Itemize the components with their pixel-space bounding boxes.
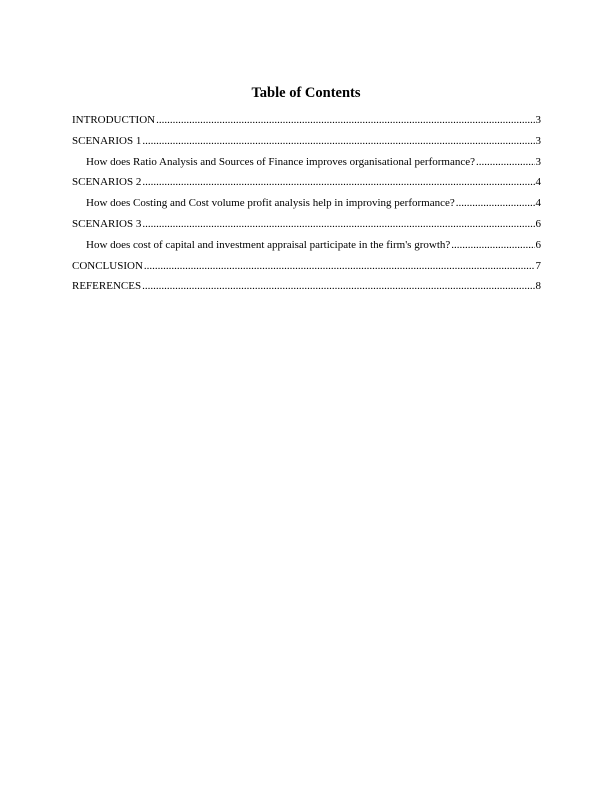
toc-dot-leader <box>156 113 534 127</box>
toc-page-number: 4 <box>535 176 541 189</box>
toc-title: Table of Contents <box>251 85 361 101</box>
toc-entry-text: CONCLUSION <box>72 259 143 272</box>
toc-page-number: 6 <box>535 217 541 230</box>
toc-entry-text: SCENARIOS 3 <box>72 217 142 230</box>
toc-entry-introduction[interactable] <box>72 113 541 134</box>
toc-entry-scenarios-1[interactable] <box>72 134 541 155</box>
toc-dot-leader <box>476 155 535 169</box>
toc-entry-text: How does cost of capital and investment appraisal participate in the firm's growth? <box>86 238 451 251</box>
toc-dot-leader <box>142 175 534 189</box>
toc-page-number: 6 <box>535 238 541 251</box>
toc-page-number: 3 <box>535 114 541 126</box>
toc-entry-cost-of-capital[interactable] <box>72 238 541 259</box>
toc-dot-leader <box>142 134 534 148</box>
toc-entry-text: INTRODUCTION <box>72 114 156 126</box>
toc-entry-costing[interactable] <box>72 196 541 217</box>
toc-list <box>72 113 541 300</box>
toc-entry-text: How does Ratio Analysis and Sources of Finance improves organisational performance? <box>86 155 475 168</box>
toc-entry-ratio-analysis[interactable] <box>72 155 541 176</box>
toc-page-number: 7 <box>535 259 541 272</box>
toc-dot-leader <box>144 259 535 273</box>
toc-entry-text: How does Costing and Cost volume profit analysis help in improving performance? <box>86 197 455 210</box>
toc-dot-leader <box>142 217 534 231</box>
toc-entry-text: REFERENCES <box>72 280 142 293</box>
toc-entry-conclusion[interactable] <box>72 259 541 280</box>
toc-dot-leader <box>456 196 535 210</box>
toc-entry-text: SCENARIOS 1 <box>72 134 142 147</box>
toc-page-number: 3 <box>535 155 541 168</box>
toc-entry-scenarios-3[interactable] <box>72 217 541 238</box>
toc-entry-text: SCENARIOS 2 <box>72 176 142 189</box>
toc-page-number: 4 <box>535 197 541 210</box>
toc-dot-leader <box>451 238 534 252</box>
toc-entry-scenarios-2[interactable] <box>72 175 541 196</box>
toc-entry-references[interactable] <box>72 279 541 300</box>
toc-dot-leader <box>142 279 534 293</box>
toc-page-number: 8 <box>535 280 541 293</box>
toc-page-number: 3 <box>535 134 541 147</box>
